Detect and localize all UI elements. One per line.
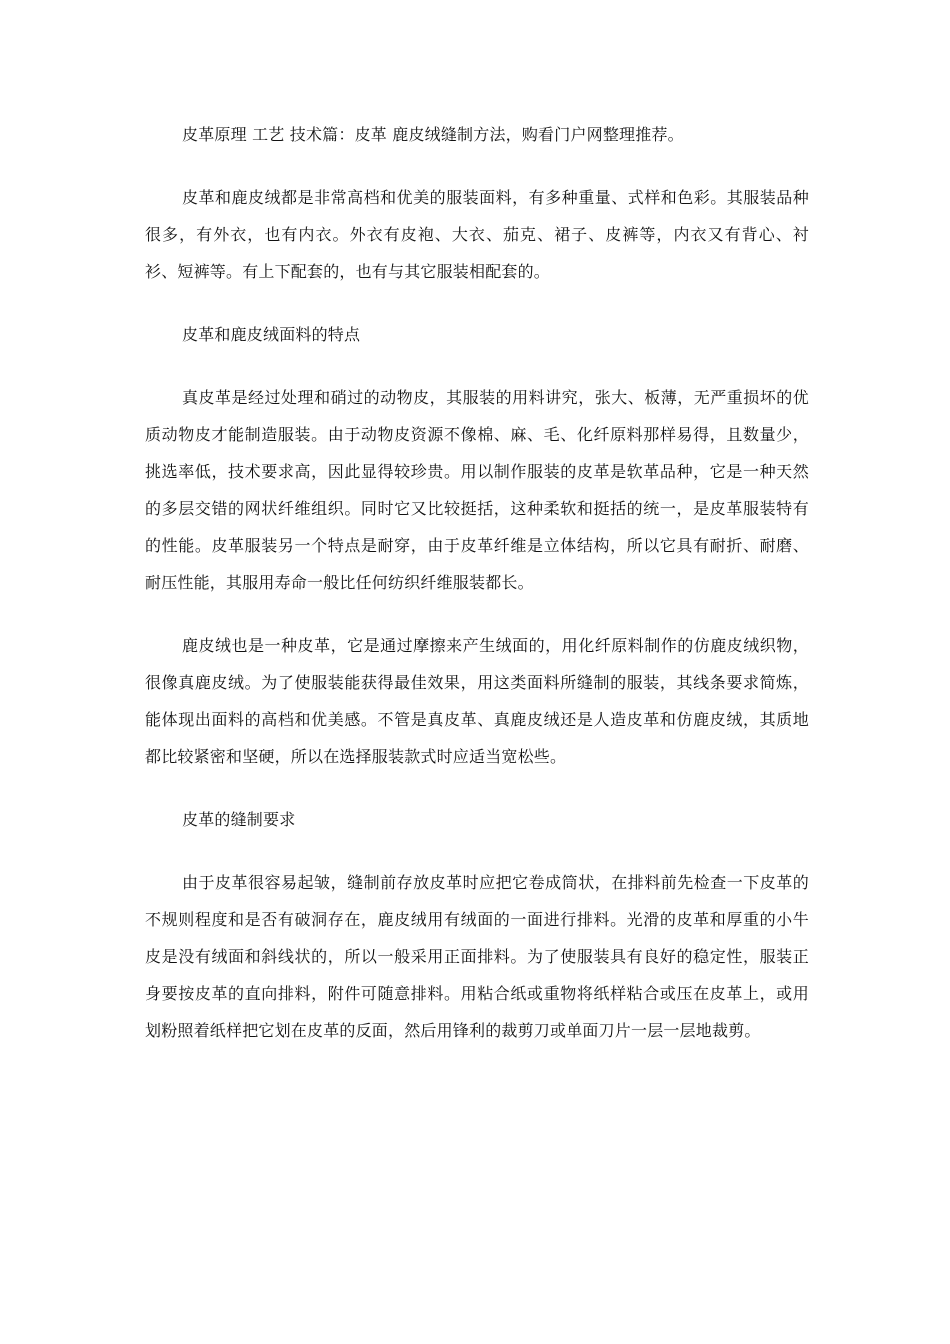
spacer [145, 153, 809, 179]
spacer [145, 353, 809, 379]
section-heading-sewing: 皮革的缝制要求 [182, 810, 296, 829]
document-body [145, 116, 809, 1049]
paragraph-sewing-requirements: 由于皮革很容易起皱，缝制前存放皮革时应把它卷成筒状，在排料前先检查一下皮革的不规则程度和是否有破洞存在，鹿皮绒用有绒面的一面进行排料。光滑的皮革和厚重的小牛皮是没有绒面和斜线状的，所以一般采用正面排料。为了使服装具有良好的稳定性，服装正身要按皮革的直向排料，附件可随意排料。用粘合纸或重物将纸样粘合或压在皮革上，或用划粉照着纸样把它划在皮革的反面，然后用锋利的裁剪刀或单面刀片一层一层地裁剪。 [145, 873, 809, 1040]
section-heading-features: 皮革和鹿皮绒面料的特点 [182, 325, 361, 344]
paragraph-genuine-leather: 真皮革是经过处理和硝过的动物皮，其服装的用料讲究，张大、板薄，无严重损坏的优质动物皮才能制造服装。由于动物皮资源不像棉、麻、毛、化纤原料那样易得，且数量少，挑选率低，技术要求高，因此显得较珍贵。用以制作服装的皮革是软革品种，它是一种天然的多层交错的网状纤维组织。同时它又比较挺括，这种柔软和挺括的统一，是皮革服装特有的性能。皮革服装另一个特点是耐穿，由于皮革纤维是立体结构，所以它具有耐折、耐磨、耐压性能，其服用寿命一般比任何纺织纤维服装都长。 [145, 388, 809, 592]
spacer [145, 290, 809, 316]
spacer [145, 601, 809, 627]
intro-paragraph: 皮革原理 工艺 技术篇：皮革 鹿皮绒缝制方法，购看门户网整理推荐。 [182, 125, 684, 144]
paragraph-overview: 皮革和鹿皮绒都是非常高档和优美的服装面料，有多种重量、式样和色彩。其服装品种很多，有外衣，也有内衣。外衣有皮袍、大衣、茄克、裙子、皮裤等，内衣又有背心、衬衫、短裤等。有上下配套的，也有与其它服装相配套的。 [145, 188, 809, 281]
spacer [145, 838, 809, 864]
spacer [145, 775, 809, 801]
paragraph-suede: 鹿皮绒也是一种皮革，它是通过摩擦来产生绒面的，用化纤原料制作的仿鹿皮绒织物，很像真鹿皮绒。为了使服装能获得最佳效果，用这类面料所缝制的服装，其线条要求简炼，能体现出面料的高档和优美感。不管是真皮革、真鹿皮绒还是人造皮革和仿鹿皮绒，其质地都比较紧密和坚硬，所以在选择服装款式时应适当宽松些。 [145, 636, 809, 766]
